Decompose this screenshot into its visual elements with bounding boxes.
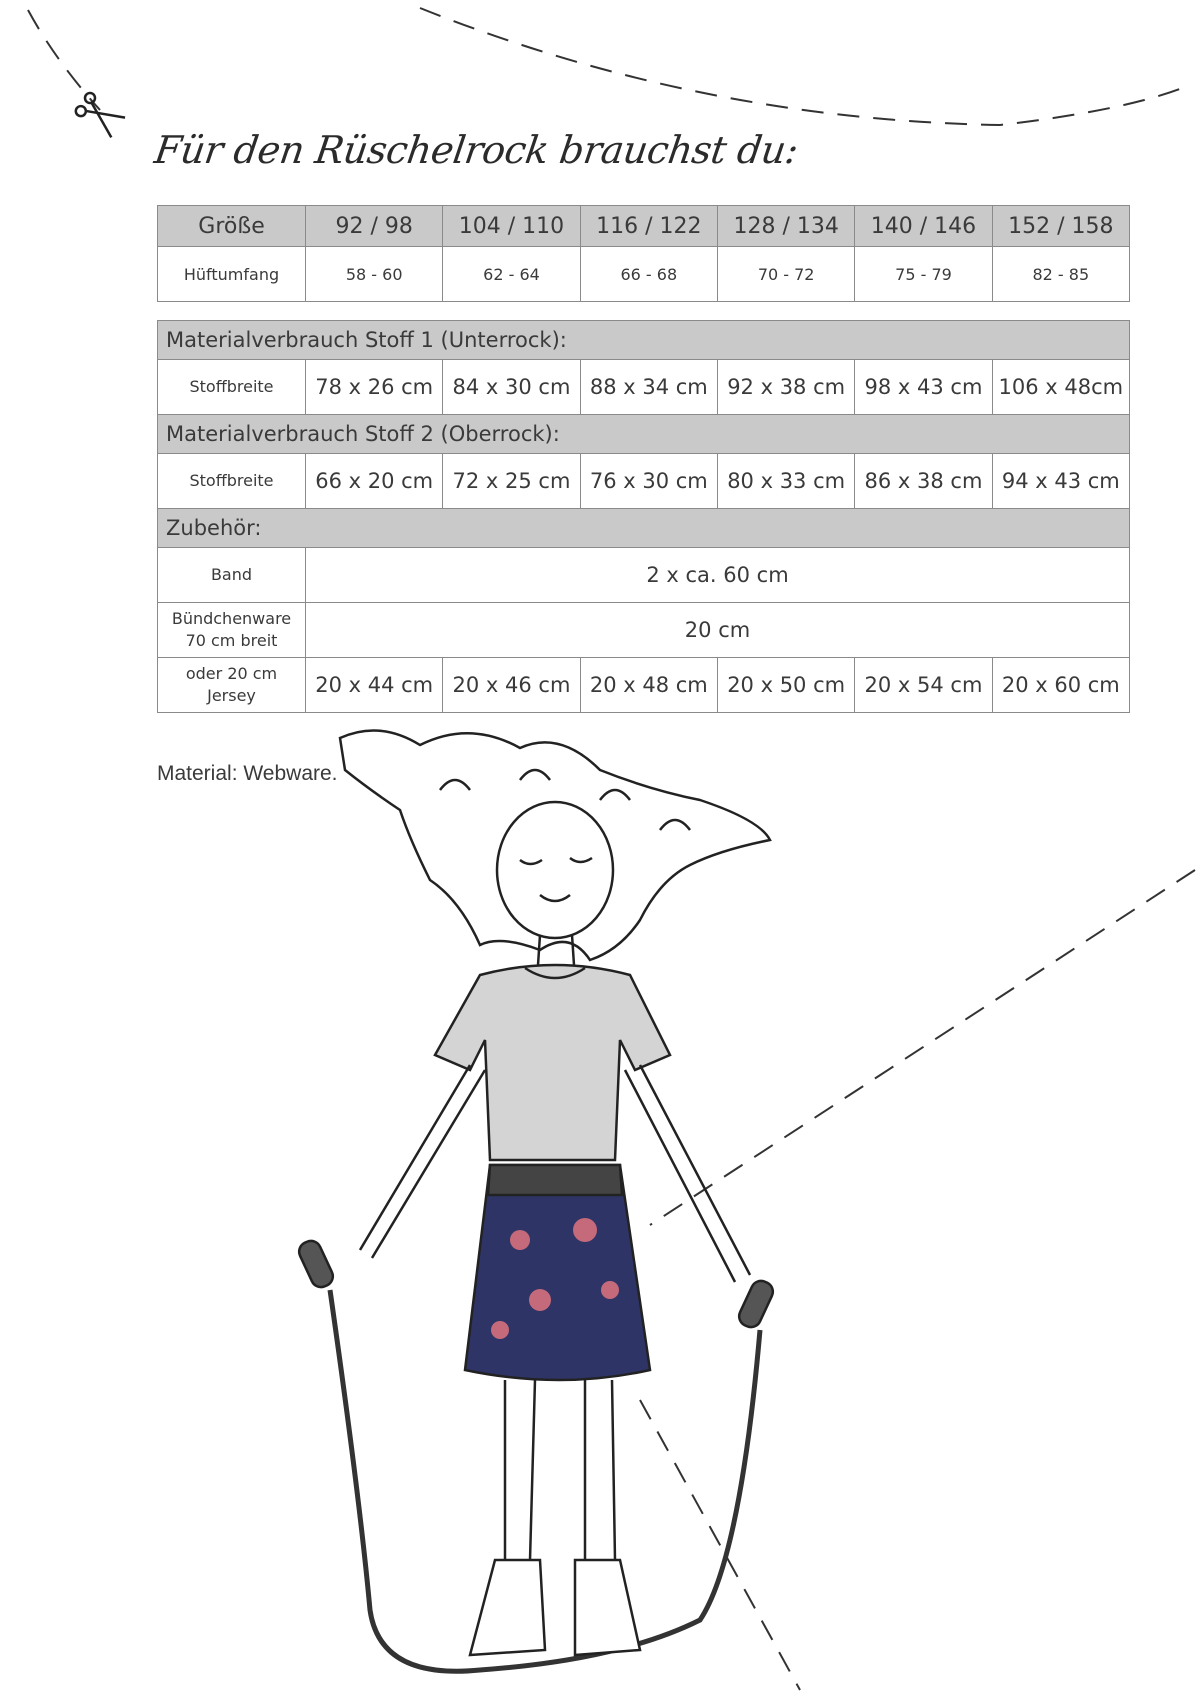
stoff1-cell: 106 x 48cm <box>992 360 1129 415</box>
band-label: Band <box>158 548 306 603</box>
hip-cell: 62 - 64 <box>443 247 580 302</box>
stoff2-cell: 76 x 30 cm <box>580 454 717 509</box>
stoff1-cell: 88 x 34 cm <box>580 360 717 415</box>
buendchen-value: 20 cm <box>306 603 1130 658</box>
page-title: Für den Rüschelrock brauchst du: <box>151 128 801 172</box>
hip-cell: 58 - 60 <box>306 247 443 302</box>
size-cell: 104 / 110 <box>443 206 580 247</box>
jersey-cell: 20 x 60 cm <box>992 658 1129 713</box>
stoff1-row <box>158 360 1130 415</box>
buendchen-row <box>158 603 1130 658</box>
stoff2-cell: 80 x 33 cm <box>717 454 854 509</box>
stoff2-row <box>158 454 1130 509</box>
girl-illustration <box>296 730 776 1671</box>
zubehoer-section-row <box>158 509 1130 548</box>
hip-cell: 70 - 72 <box>717 247 854 302</box>
jersey-label-line1: oder 20 cm <box>185 664 278 683</box>
stoff1-label: Stoffbreite <box>158 360 306 415</box>
stoff2-title: Materialverbrauch Stoff 2 (Oberrock): <box>158 415 1130 454</box>
size-table <box>157 205 1130 302</box>
hip-label: Hüftumfang <box>158 247 306 302</box>
jersey-row <box>158 658 1130 713</box>
size-cell: 152 / 158 <box>992 206 1129 247</box>
hip-cell: 75 - 79 <box>855 247 992 302</box>
size-header-row <box>158 206 1130 247</box>
stoff1-cell: 84 x 30 cm <box>443 360 580 415</box>
cut-line-top <box>28 8 1190 125</box>
size-cell: 92 / 98 <box>306 206 443 247</box>
jersey-cell: 20 x 46 cm <box>443 658 580 713</box>
hip-row <box>158 247 1130 302</box>
jersey-cell: 20 x 48 cm <box>580 658 717 713</box>
stoff1-section-row <box>158 321 1130 360</box>
jersey-label <box>158 658 306 713</box>
buendchen-label <box>158 603 306 658</box>
stoff2-cell: 94 x 43 cm <box>992 454 1129 509</box>
size-cell: 116 / 122 <box>580 206 717 247</box>
jersey-label-line2: Jersey <box>207 686 256 705</box>
stoff1-cell: 98 x 43 cm <box>855 360 992 415</box>
scissors-icon <box>74 91 126 138</box>
hip-cell: 66 - 68 <box>580 247 717 302</box>
band-value: 2 x ca. 60 cm <box>306 548 1130 603</box>
stoff2-cell: 72 x 25 cm <box>443 454 580 509</box>
buendchen-label-line1: Bündchenware <box>171 609 292 628</box>
stoff2-cell: 86 x 38 cm <box>855 454 992 509</box>
size-header-label: Größe <box>158 206 306 247</box>
size-cell: 140 / 146 <box>855 206 992 247</box>
hip-cell: 82 - 85 <box>992 247 1129 302</box>
stoff2-cell: 66 x 20 cm <box>306 454 443 509</box>
skirt <box>465 1165 650 1380</box>
buendchen-label-line2: 70 cm breit <box>185 631 278 650</box>
jersey-cell: 20 x 50 cm <box>717 658 854 713</box>
stoff2-label: Stoffbreite <box>158 454 306 509</box>
stoff1-cell: 92 x 38 cm <box>717 360 854 415</box>
stoff1-title: Materialverbrauch Stoff 1 (Unterrock): <box>158 321 1130 360</box>
stoff2-section-row <box>158 415 1130 454</box>
material-table <box>157 320 1130 713</box>
material-note: Material: Webware. <box>157 762 338 785</box>
zubehoer-title: Zubehör: <box>158 509 1130 548</box>
size-cell: 128 / 134 <box>717 206 854 247</box>
jersey-cell: 20 x 44 cm <box>306 658 443 713</box>
stoff1-cell: 78 x 26 cm <box>306 360 443 415</box>
jersey-cell: 20 x 54 cm <box>855 658 992 713</box>
band-row <box>158 548 1130 603</box>
